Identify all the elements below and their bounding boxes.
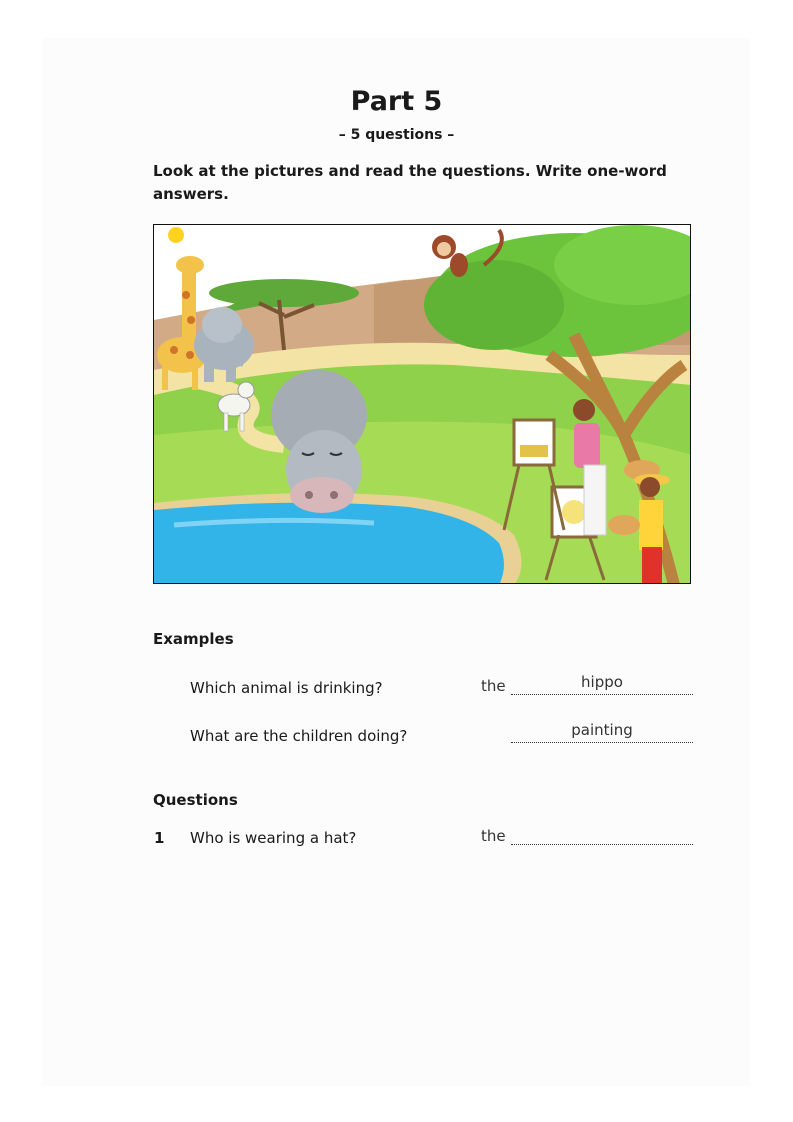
acacia-canopy-top: [209, 279, 359, 307]
examples-heading: Examples: [153, 630, 234, 648]
answer-line[interactable]: [511, 844, 693, 845]
page-subtitle: – 5 questions –: [338, 127, 455, 143]
instructions-text: Look at the pictures and read the questions. Write one-word answers.: [153, 162, 667, 203]
example-row: [153, 673, 693, 703]
answer-line: [511, 742, 693, 743]
example-row: [153, 721, 693, 751]
example-answer: painting: [571, 721, 633, 739]
zoo-illustration: [153, 224, 691, 584]
answer-line: [511, 694, 693, 695]
answer-prefix: the: [481, 677, 506, 695]
question-number: 1: [154, 829, 165, 847]
example-question: What are the children doing?: [190, 727, 408, 745]
page-title: Part 5: [350, 86, 443, 117]
question-text: Who is wearing a hat?: [190, 829, 357, 847]
answer-prefix: the: [481, 827, 506, 845]
zoo-scene: [154, 225, 691, 584]
tree-canopy-left: [424, 260, 564, 350]
example-question: Which animal is drinking?: [190, 679, 383, 697]
example-answer: hippo: [581, 673, 623, 691]
question-row: [153, 829, 693, 853]
sun: [168, 227, 184, 243]
questions-heading: Questions: [153, 791, 238, 809]
